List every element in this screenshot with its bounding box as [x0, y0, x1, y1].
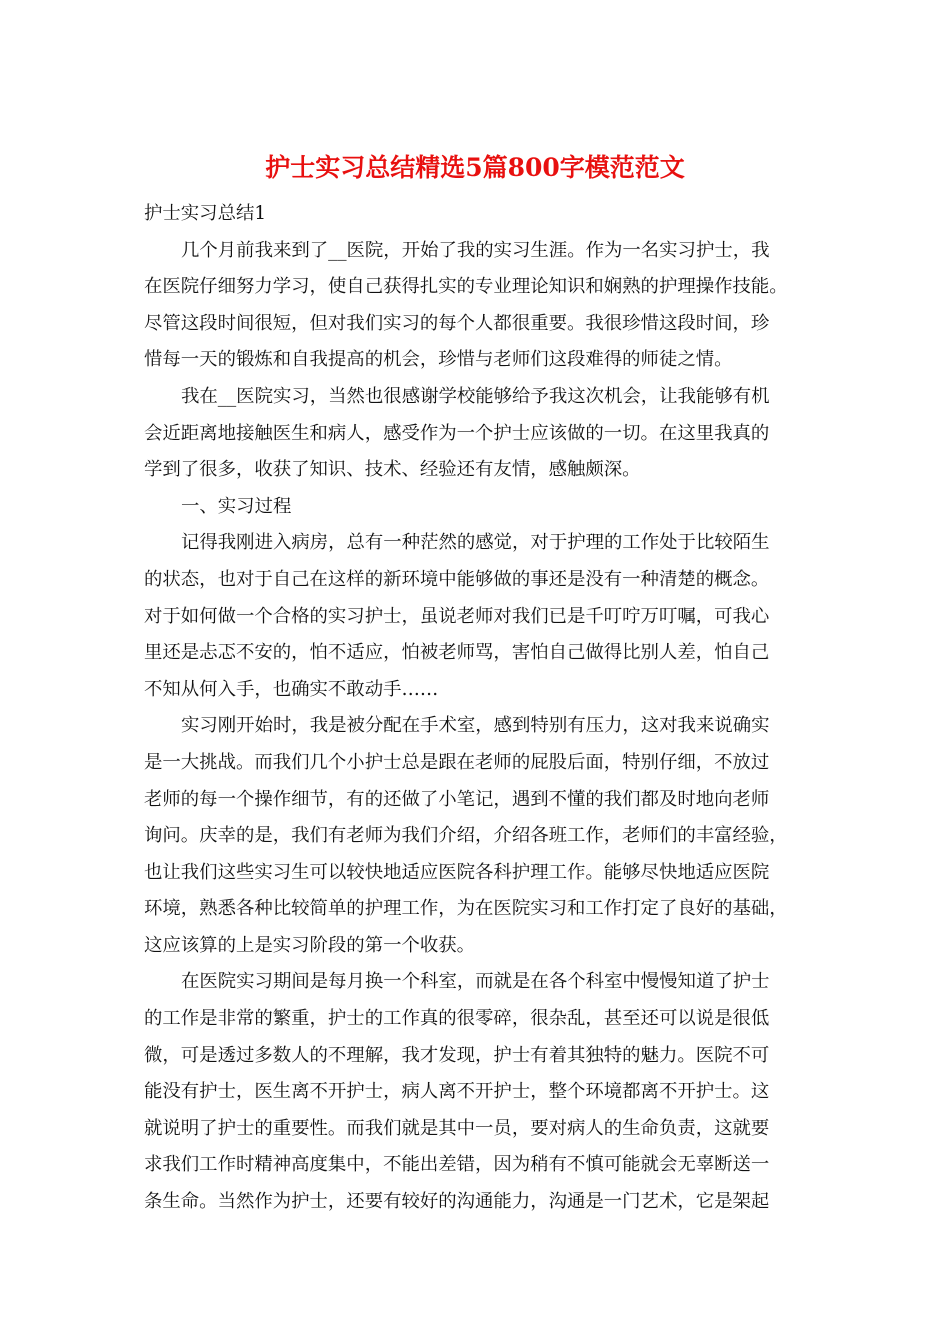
paragraph-line: 环境，熟悉各种比较简单的护理工作，为在医院实习和工作打定了良好的基础， — [144, 898, 788, 920]
subheading-internship-process — [144, 489, 814, 526]
paragraph-line: 求我们工作时精神高度集中，不能出差错，因为稍有不慎可能就会无辜断送一 — [144, 1154, 770, 1176]
paragraph-4 — [144, 708, 814, 964]
paragraph-line: 老师的每一个操作细节，有的还做了小笔记，遇到不懂的我们都及时地向老师 — [144, 788, 770, 810]
document-title: 护士实习总结精选5篇800字模范范文 — [265, 153, 685, 182]
paragraph-line: 条生命。当然作为护士，还要有较好的沟通能力，沟通是一门艺术，它是架起 — [144, 1191, 770, 1213]
paragraph-line: 不知从何入手，也确实不敢动手…… — [144, 678, 439, 700]
paragraph-2 — [144, 379, 814, 489]
paragraph-line: 记得我刚进入病房，总有一种茫然的感觉，对于护理的工作处于比较陌生 — [181, 532, 770, 554]
paragraph-line: 尽管这段时间很短，但对我们实习的每个人都很重要。我很珍惜这段时间，珍 — [144, 312, 770, 334]
paragraph-line: 微，可是透过多数人的不理解，我才发现，护士有着其独特的魅力。医院不可 — [144, 1044, 770, 1066]
paragraph-5 — [144, 964, 814, 1220]
paragraph-line: 里还是忐忑不安的，怕不适应，怕被老师骂，害怕自己做得比别人差，怕自己 — [144, 642, 770, 664]
paragraph-1 — [144, 233, 814, 379]
section-heading — [144, 196, 814, 233]
paragraph-line: 学到了很多，收获了知识、技术、经验还有友情，感触颇深。 — [144, 459, 641, 481]
paragraph-line: 能没有护士，医生离不开护士，病人离不开护士，整个环境都离不开护士。这 — [144, 1081, 770, 1103]
paragraph-line: 会近距离地接触医生和病人，感受作为一个护士应该做的一切。在这里我真的 — [144, 422, 770, 444]
document-body — [144, 196, 814, 1221]
paragraph-line: 几个月前我来到了__医院，开始了我的实习生涯。作为一名实习护士，我 — [181, 239, 770, 261]
paragraph-line: 在医院实习期间是每月换一个科室，而就是在各个科室中慢慢知道了护士 — [181, 971, 770, 993]
paragraph-line: 对于如何做一个合格的实习护士，虽说老师对我们已是千叮咛万叮嘱，可我心 — [144, 605, 770, 627]
paragraph-line: 也让我们这些实习生可以较快地适应医院各科护理工作。能够尽快地适应医院 — [144, 861, 770, 883]
paragraph-3 — [144, 525, 814, 708]
paragraph-line: 这应该算的上是实习阶段的第一个收获。 — [144, 934, 476, 956]
paragraph-line: 询问。庆幸的是，我们有老师为我们介绍，介绍各班工作，老师们的丰富经验， — [144, 825, 788, 847]
paragraph-line: 在医院仔细努力学习，使自己获得扎实的专业理论知识和娴熟的护理操作技能。 — [144, 276, 788, 298]
paragraph-line: 是一大挑战。而我们几个小护士总是跟在老师的屁股后面，特别仔细，不放过 — [144, 751, 770, 773]
paragraph-line: 的工作是非常的繁重，护士的工作真的很零碎，很杂乱，甚至还可以说是很低 — [144, 1008, 770, 1030]
subheading-text: 一、实习过程 — [181, 495, 292, 517]
paragraph-line: 就说明了护士的重要性。而我们就是其中一员，要对病人的生命负责，这就要 — [144, 1117, 770, 1139]
paragraph-line: 实习刚开始时，我是被分配在手术室，感到特别有压力，这对我来说确实 — [181, 715, 770, 737]
paragraph-line: 惜每一天的锻炼和自我提高的机会，珍惜与老师们这段难得的师徒之情。 — [144, 349, 733, 371]
paragraph-line: 我在__医院实习，当然也很感谢学校能够给予我这次机会，让我能够有机 — [181, 385, 770, 407]
paragraph-line: 的状态，也对于自己在这样的新环境中能够做的事还是没有一种清楚的概念。 — [144, 568, 770, 590]
section-heading-text: 护士实习总结1 — [144, 203, 267, 224]
